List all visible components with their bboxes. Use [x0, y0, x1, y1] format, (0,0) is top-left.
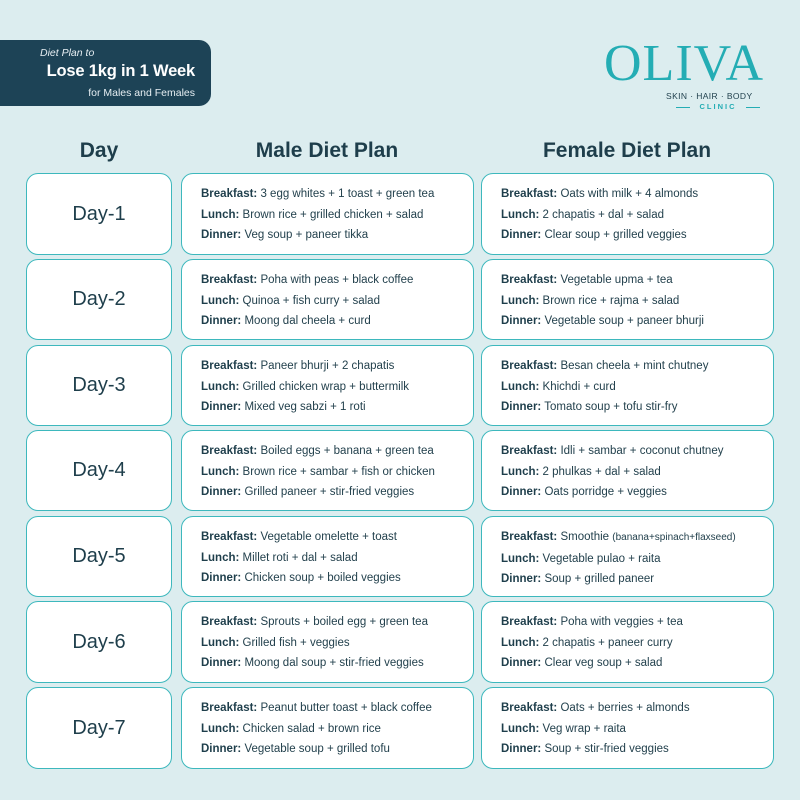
male-plan-cell [181, 601, 474, 683]
meal-value: Besan cheela + mint chutney [560, 360, 709, 372]
lunch-line [501, 633, 773, 654]
female-plan-cell [481, 345, 774, 426]
dinner-line [501, 739, 773, 760]
logo-tagline: SKIN · HAIR · BODY [666, 91, 753, 101]
meal-label: Breakfast: [201, 531, 258, 543]
breakfast-line [501, 612, 773, 633]
meal-value: Clear soup + grilled veggies [544, 229, 687, 242]
dinner-line [501, 397, 773, 418]
male-plan-cell [181, 430, 474, 511]
meal-value: Idli + sambar + coconut chutney [560, 445, 724, 457]
meal-value: Mixed veg sabzi + 1 roti [244, 401, 366, 414]
dinner-line [201, 482, 473, 503]
meal-label: Lunch: [501, 722, 540, 735]
meal-label: Lunch: [501, 636, 540, 649]
title-subtitle: for Males and Females [88, 87, 195, 99]
meal-label: Dinner: [201, 229, 242, 242]
lunch-line [501, 291, 773, 312]
meal-value: Clear veg soup + salad [544, 657, 663, 670]
breakfast-line [201, 184, 473, 205]
breakfast-line [201, 527, 473, 548]
meal-label: Lunch: [201, 465, 240, 478]
dinner-line [201, 397, 473, 418]
meal-label: Lunch: [201, 294, 240, 307]
meal-label: Lunch: [201, 208, 240, 221]
lunch-line [201, 548, 473, 569]
meal-value: 3 egg whites + 1 toast + green tea [260, 188, 435, 200]
meal-value: 2 chapatis + dal + salad [542, 208, 665, 221]
breakfast-line [201, 270, 473, 291]
male-plan-cell [181, 173, 474, 255]
meal-value: Grilled fish + veggies [242, 636, 350, 649]
meal-value: Boiled eggs + banana + green tea [260, 445, 434, 457]
meal-value: Grilled paneer + stir-fried veggies [244, 486, 415, 499]
meal-value: Poha with veggies + tea [560, 616, 683, 628]
male-plan-cell [181, 345, 474, 426]
day-cell: Day-6 [26, 601, 172, 683]
lunch-line [501, 462, 773, 483]
female-plan-cell [481, 601, 774, 683]
meal-value: Vegetable pulao + raita [542, 552, 661, 565]
female-plan-cell [481, 516, 774, 597]
meal-label: Dinner: [501, 315, 542, 328]
meal-label: Dinner: [201, 401, 242, 414]
meal-label: Breakfast: [501, 188, 558, 200]
meal-label: Lunch: [201, 380, 240, 393]
meal-value: Poha with peas + black coffee [260, 274, 414, 286]
meal-value: Soup + stir-fried veggies [544, 743, 669, 756]
meal-value: Vegetable upma + tea [560, 274, 673, 286]
meal-label: Dinner: [501, 401, 542, 414]
lunch-line [201, 462, 473, 483]
lunch-line [501, 549, 773, 570]
meal-label: Breakfast: [201, 360, 258, 372]
breakfast-line [201, 441, 473, 462]
meal-value: Oats + berries + almonds [560, 702, 690, 714]
meal-label: Breakfast: [501, 360, 558, 372]
lunch-line [501, 205, 773, 226]
meal-label: Breakfast: [201, 702, 258, 714]
lunch-line [201, 377, 473, 398]
breakfast-line [501, 527, 773, 549]
meal-value: Brown rice + grilled chicken + salad [242, 208, 424, 221]
breakfast-line [201, 612, 473, 633]
meal-label: Lunch: [501, 465, 540, 478]
meal-label: Lunch: [501, 294, 540, 307]
meal-value: Tomato soup + tofu stir-fry [544, 401, 678, 414]
day-cell: Day-2 [26, 259, 172, 340]
meal-value: Soup + grilled paneer [544, 573, 655, 586]
dinner-line [201, 311, 473, 332]
meal-value: Chicken soup + boiled veggies [244, 572, 401, 585]
dinner-line [501, 482, 773, 503]
meal-value: Veg wrap + raita [542, 722, 626, 735]
dinner-line [201, 568, 473, 589]
meal-value: Oats porridge + veggies [544, 486, 667, 499]
meal-value: Khichdi + curd [542, 380, 616, 393]
oliva-logo [604, 35, 766, 111]
meal-label: Breakfast: [201, 188, 258, 200]
meal-label: Lunch: [501, 552, 540, 565]
male-plan-cell [181, 516, 474, 597]
meal-label: Breakfast: [201, 445, 258, 457]
lunch-line [501, 719, 773, 740]
meal-value: Chicken salad + brown rice [242, 722, 381, 735]
meal-label: Lunch: [201, 636, 240, 649]
meal-label: Breakfast: [201, 616, 258, 628]
meal-label: Breakfast: [501, 445, 558, 457]
meal-value: Vegetable omelette + toast [260, 531, 397, 543]
female-plan-cell [481, 173, 774, 255]
meal-note: (banana+spinach+flaxseed) [612, 532, 736, 543]
meal-value: 2 chapatis + paneer curry [542, 636, 673, 649]
meal-label: Breakfast: [501, 531, 558, 543]
dinner-line [201, 225, 473, 246]
day-cell: Day-4 [26, 430, 172, 511]
lunch-line [201, 633, 473, 654]
lunch-line [201, 719, 473, 740]
page-title: Lose 1kg in 1 Week [46, 62, 195, 80]
meal-label: Dinner: [501, 573, 542, 586]
day-cell: Day-5 [26, 516, 172, 597]
female-plan-cell [481, 430, 774, 511]
header-male-plan: Male Diet Plan [255, 139, 399, 162]
breakfast-line [501, 270, 773, 291]
meal-label: Dinner: [501, 486, 542, 499]
male-plan-cell [181, 259, 474, 340]
logo-wordmark: OLIVA [604, 35, 765, 92]
dinner-line [501, 653, 773, 674]
dinner-line [201, 739, 473, 760]
meal-label: Dinner: [501, 657, 542, 670]
logo-clinic: CLINIC [676, 102, 760, 111]
male-plan-cell [181, 687, 474, 769]
female-plan-cell [481, 259, 774, 340]
meal-label: Dinner: [201, 486, 242, 499]
breakfast-line [501, 698, 773, 719]
dinner-line [501, 569, 773, 590]
meal-label: Dinner: [501, 743, 542, 756]
meal-value: Veg soup + paneer tikka [244, 229, 369, 242]
title-badge [0, 40, 211, 106]
meal-label: Breakfast: [501, 616, 558, 628]
meal-value: 2 phulkas + dal + salad [542, 465, 661, 478]
day-cell: Day-3 [26, 345, 172, 426]
title-pre: Diet Plan to [40, 47, 95, 59]
breakfast-line [501, 356, 773, 377]
meal-value: Grilled chicken wrap + buttermilk [242, 380, 410, 393]
header-female-plan: Female Diet Plan [542, 139, 712, 162]
lunch-line [201, 205, 473, 226]
breakfast-line [201, 356, 473, 377]
meal-value: Paneer bhurji + 2 chapatis [260, 360, 395, 372]
meal-label: Lunch: [201, 551, 240, 564]
meal-value: Smoothie [560, 531, 610, 543]
meal-value: Brown rice + sambar + fish or chicken [242, 465, 435, 478]
meal-label: Dinner: [201, 743, 242, 756]
meal-label: Dinner: [201, 572, 242, 585]
breakfast-line [501, 441, 773, 462]
meal-label: Breakfast: [501, 702, 558, 714]
meal-label: Breakfast: [201, 274, 258, 286]
meal-label: Dinner: [201, 315, 242, 328]
meal-label: Dinner: [201, 657, 242, 670]
meal-value: Brown rice + rajma + salad [542, 294, 680, 307]
meal-label: Lunch: [501, 380, 540, 393]
meal-value: Vegetable soup + paneer bhurji [544, 315, 704, 328]
meal-value: Millet roti + dal + salad [242, 551, 358, 564]
breakfast-line [201, 698, 473, 719]
header-day: Day [79, 139, 119, 162]
dinner-line [201, 653, 473, 674]
lunch-line [501, 377, 773, 398]
meal-label: Dinner: [501, 229, 542, 242]
female-plan-cell [481, 687, 774, 769]
meal-value: Moong dal cheela + curd [244, 315, 371, 328]
dinner-line [501, 225, 773, 246]
meal-label: Breakfast: [501, 274, 558, 286]
dinner-line [501, 311, 773, 332]
lunch-line [201, 291, 473, 312]
meal-value: Peanut butter toast + black coffee [260, 702, 432, 714]
day-cell: Day-1 [26, 173, 172, 255]
meal-value: Sprouts + boiled egg + green tea [260, 616, 428, 628]
day-cell: Day-7 [26, 687, 172, 769]
meal-value: Quinoa + fish curry + salad [242, 294, 380, 307]
meal-label: Lunch: [501, 208, 540, 221]
meal-label: Lunch: [201, 722, 240, 735]
meal-value: Oats with milk + 4 almonds [560, 188, 699, 200]
meal-value: Moong dal soup + stir-fried veggies [244, 657, 424, 670]
breakfast-line [501, 184, 773, 205]
meal-value: Vegetable soup + grilled tofu [244, 743, 390, 756]
